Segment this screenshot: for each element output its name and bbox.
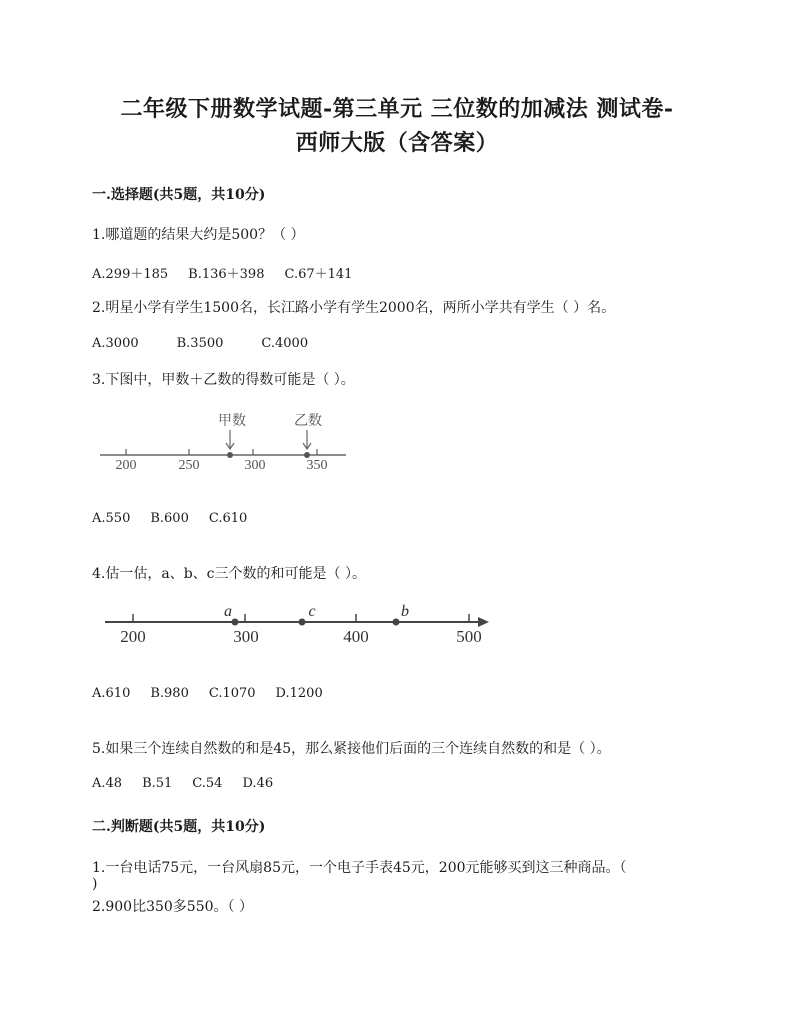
- document-title-line1: 二年级下册数学试题-第三单元 三位数的加减法 测试卷-: [120, 96, 674, 122]
- label-a: a: [224, 603, 232, 620]
- arrow-right-icon: [478, 617, 489, 627]
- option-a: A.299＋185: [92, 267, 169, 282]
- question-5-options: [92, 776, 293, 791]
- tick-label: 350: [306, 458, 328, 473]
- point-a: [232, 619, 239, 626]
- tick-label: 500: [456, 627, 482, 646]
- label-c: c: [308, 603, 316, 620]
- option-a: A.3000: [92, 336, 139, 351]
- option-b: B.136＋398: [188, 267, 265, 282]
- judgement-2: 2.900比350多550。（ ）: [92, 899, 253, 915]
- point-b: [393, 619, 400, 626]
- option-a: A.610: [92, 686, 131, 701]
- option-d: D.46: [242, 776, 274, 791]
- judgement-1: 1.一台电话75元，一台风扇85元，一个电子手表45元，200元能够买到这三种商品。（: [92, 860, 627, 876]
- tick-label: 250: [178, 458, 200, 473]
- tick-label: 200: [115, 458, 137, 473]
- point-c: [299, 619, 306, 626]
- section-heading-choice: 一.选择题(共5题，共10分): [92, 187, 266, 203]
- option-b: B.51: [142, 776, 173, 791]
- option-c: C.4000: [261, 336, 309, 351]
- label-yi: 乙数: [294, 414, 322, 429]
- option-a: A.48: [92, 776, 123, 791]
- option-d: D.1200: [275, 686, 323, 701]
- question-2: 2.明星小学有学生1500名，长江路小学有学生2000名，两所小学共有学生（ ）名。: [92, 300, 616, 316]
- question-3: 3.下图中，甲数＋乙数的得数可能是（ ）。: [92, 372, 355, 388]
- label-jia: 甲数: [218, 414, 246, 429]
- tick-label: 300: [233, 627, 259, 646]
- question-1: 1.哪道题的结果大约是500？（ ）: [92, 227, 305, 243]
- document-title-line2: 西师大版（含答案）: [295, 130, 499, 156]
- question-4-options: [92, 686, 343, 701]
- tick-label: 300: [244, 458, 266, 473]
- tick-label: 400: [343, 627, 369, 646]
- label-b: b: [401, 603, 409, 620]
- tick-label: 200: [120, 627, 146, 646]
- option-c: C.1070: [208, 686, 256, 701]
- section-heading-judgement: 二.判断题(共5题，共10分): [92, 819, 266, 835]
- question-4: 4.估一估，a、b、c三个数的和可能是（ ）。: [92, 566, 366, 582]
- option-a: A.550: [92, 511, 131, 526]
- option-c: C.54: [192, 776, 223, 791]
- question-5: 5.如果三个连续自然数的和是45，那么紧接他们后面的三个连续自然数的和是（ ）。: [92, 741, 611, 757]
- option-b: B.600: [150, 511, 189, 526]
- option-c: C.610: [208, 511, 248, 526]
- judgement-1-continuation: ): [92, 876, 98, 892]
- option-b: B.980: [150, 686, 189, 701]
- option-b: B.3500: [176, 336, 224, 351]
- option-c: C.67＋141: [284, 267, 353, 282]
